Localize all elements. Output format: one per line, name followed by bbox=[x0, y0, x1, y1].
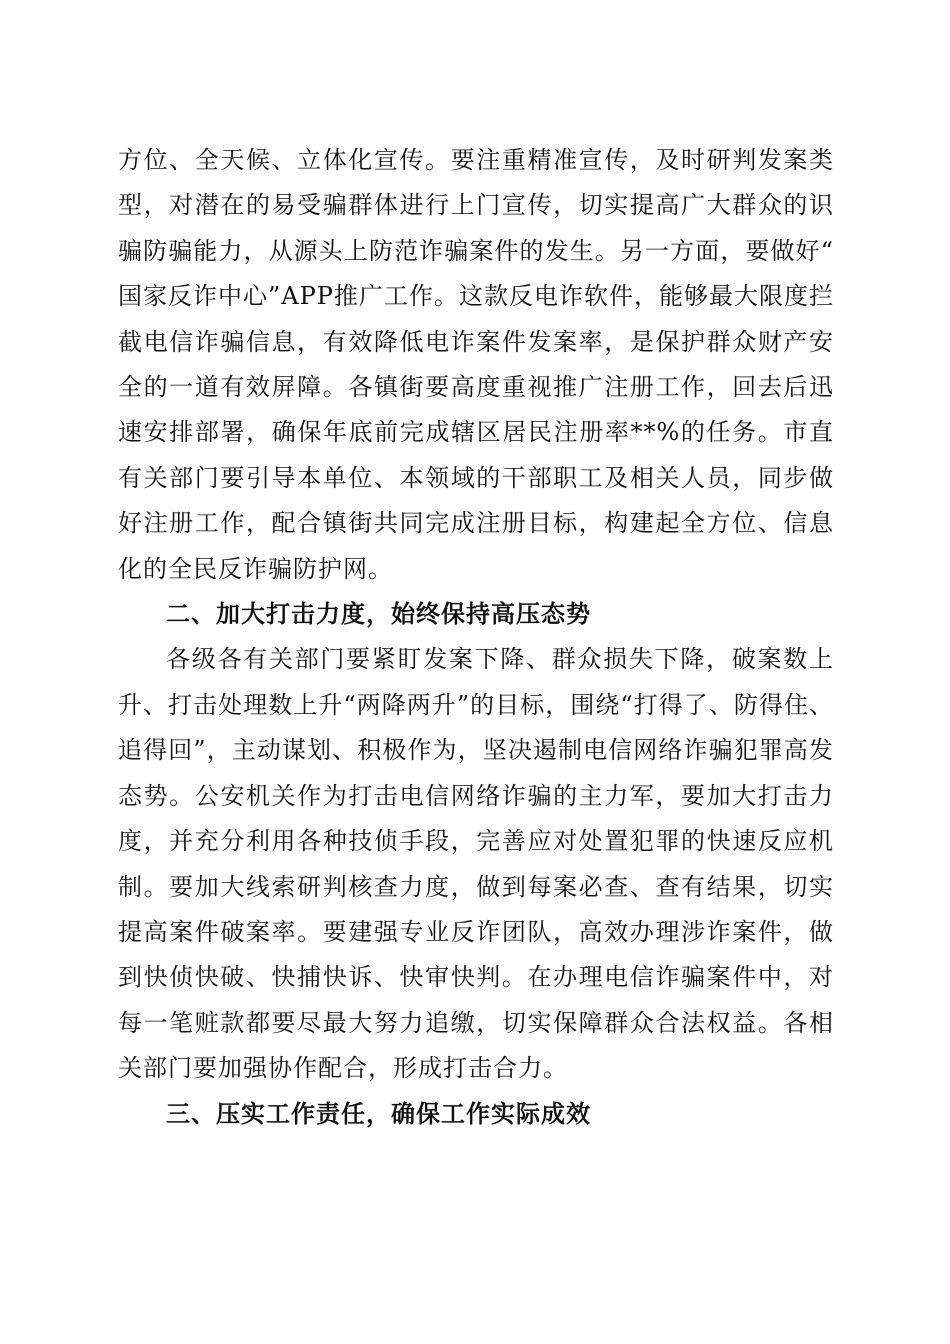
body-paragraph-section-2: 各级各有关部门要紧盯发案下降、群众损失下降，破案数上升、打击处理数上升“两降两升”的目标，围绕“打得了、防得住、追得回”，主动谋划、积极作为，坚决遏制电信网络诈骗犯罪高发态势。公安机关作为打击电信网络诈骗的主力军，要加大打击力度，并充分利用各种技侦手段，完善应对处置犯罪的快速反应机制。要加大线索研判核查力度，做到每案必查、查有结果，切实提高案件破案率。要建强专业反诈团队，高效办理涉诈案件，做到快侦快破、快捕快诉、快审快判。在办理电信诈骗案件中，对每一笔赃款都要尽最大努力追缴，切实保障群众合法权益。各相关部门要加强协作配合，形成打击合力。 bbox=[118, 645, 834, 1083]
body-paragraph-continuation: 方位、全天候、立体化宣传。要注重精准宣传，及时研判发案类型，对潜在的易受骗群体进行上门宣传，切实提高广大群众的识骗防骗能力，从源头上防范诈骗案件的发生。另一方面，要做好“国家反诈中心”APP推广工作。这款反电诈软件，能够最大限度拦截电信诈骗信息，有效降低电诈案件发案率，是保护群众财产安全的一道有效屏障。各镇街要高度重视推广注册工作，回去后迅速安排部署，确保年底前完成辖区居民注册率**%的任务。市直有关部门要引导本单位、本领域的干部职工及相关人员，同步做好注册工作，配合镇街共同完成注册目标，构建起全方位、信息化的全民反诈骗防护网。 bbox=[118, 146, 834, 583]
section-heading-3: 三、压实工作责任，确保工作实际成效 bbox=[166, 1099, 591, 1128]
document-body bbox=[118, 138, 834, 1137]
section-heading-2: 二、加大打击力度，始终保持高压态势 bbox=[166, 600, 591, 629]
